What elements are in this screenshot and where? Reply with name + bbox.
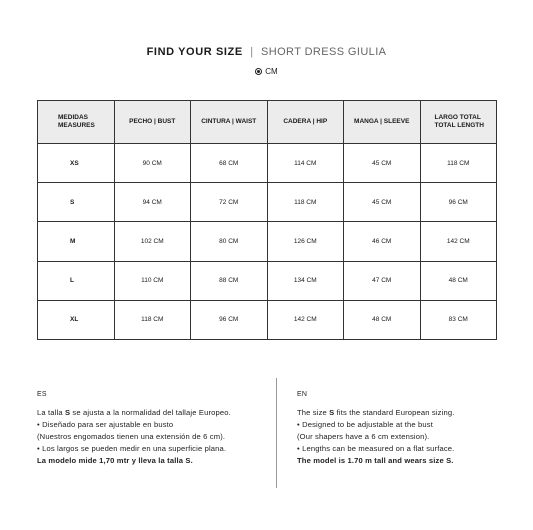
lang-label-es: ES [37,391,47,398]
header-hip: CADERA | HIP [267,101,344,144]
table-cell: 88 CM [191,261,268,300]
title-separator: | [250,46,254,58]
note-line: • Los largos se pueden medir en una superficie plana. [37,444,227,453]
size-chart-table [37,100,497,340]
model-info: The model is 1.70 m tall and wears size S. [297,456,454,465]
table-row [38,144,497,183]
size-cell: L [38,261,115,300]
size-cell: M [38,222,115,261]
header-total-length: LARGO TOTAL TOTAL LENGTH [420,101,497,144]
table-cell: 48 CM [344,300,421,339]
lang-label-en: EN [297,391,308,398]
table-cell: 80 CM [191,222,268,261]
table-cell: 72 CM [191,183,268,222]
size-cell: XS [38,144,115,183]
table-cell: 47 CM [344,261,421,300]
note-line: (Nuestros engomados tienen una extensión de 6 cm). [37,432,226,441]
table-cell: 110 CM [114,261,191,300]
header-waist: CINTURA | WAIST [191,101,268,144]
table-cell: 102 CM [114,222,191,261]
note-line: (Our shapers have a 6 cm extension). [297,432,430,441]
table-cell: 96 CM [191,300,268,339]
table-cell: 45 CM [344,144,421,183]
table-cell: 46 CM [344,222,421,261]
note-line: La talla S se ajusta a la normalidad del tallaje Europeo. [37,408,231,417]
note-line: • Lengths can be measured on a flat surface. [297,444,455,453]
notes-english [297,389,517,467]
table-cell: 48 CM [420,261,497,300]
table-cell: 68 CM [191,144,268,183]
table-cell: 126 CM [267,222,344,261]
model-info: La modelo mide 1,70 mtr y lleva la talla S. [37,456,193,465]
note-line: • Diseñado para ser ajustable en busto [37,420,174,429]
table-cell: 94 CM [114,183,191,222]
page-title [0,46,533,58]
header-sleeve: MANGA | SLEEVE [344,101,421,144]
table-cell: 118 CM [267,183,344,222]
table-header-row [38,101,497,144]
table-cell: 96 CM [420,183,497,222]
size-cell: S [38,183,115,222]
table-cell: 118 CM [420,144,497,183]
table-cell: 114 CM [267,144,344,183]
radio-selected-icon[interactable] [255,68,262,75]
title-main: FIND YOUR SIZE [146,46,243,58]
table-cell: 83 CM [420,300,497,339]
product-name: SHORT DRESS GIULIA [261,46,387,58]
table-cell: 45 CM [344,183,421,222]
header-measures: MEDIDAS MEASURES [38,101,115,144]
unit-selector[interactable] [0,67,533,76]
table-row [38,183,497,222]
table-cell: 118 CM [114,300,191,339]
column-divider [276,378,277,488]
table-cell: 134 CM [267,261,344,300]
table-cell: 90 CM [114,144,191,183]
table-cell: 142 CM [420,222,497,261]
table-cell: 142 CM [267,300,344,339]
header-bust: PECHO | BUST [114,101,191,144]
note-line: • Designed to be adjustable at the bust [297,420,434,429]
note-line: The size S fits the standard European sizing. [297,408,455,417]
table-row [38,261,497,300]
unit-label: CM [265,67,278,76]
table-row [38,300,497,339]
table-row [38,222,497,261]
notes-spanish [37,389,267,467]
size-cell: XL [38,300,115,339]
